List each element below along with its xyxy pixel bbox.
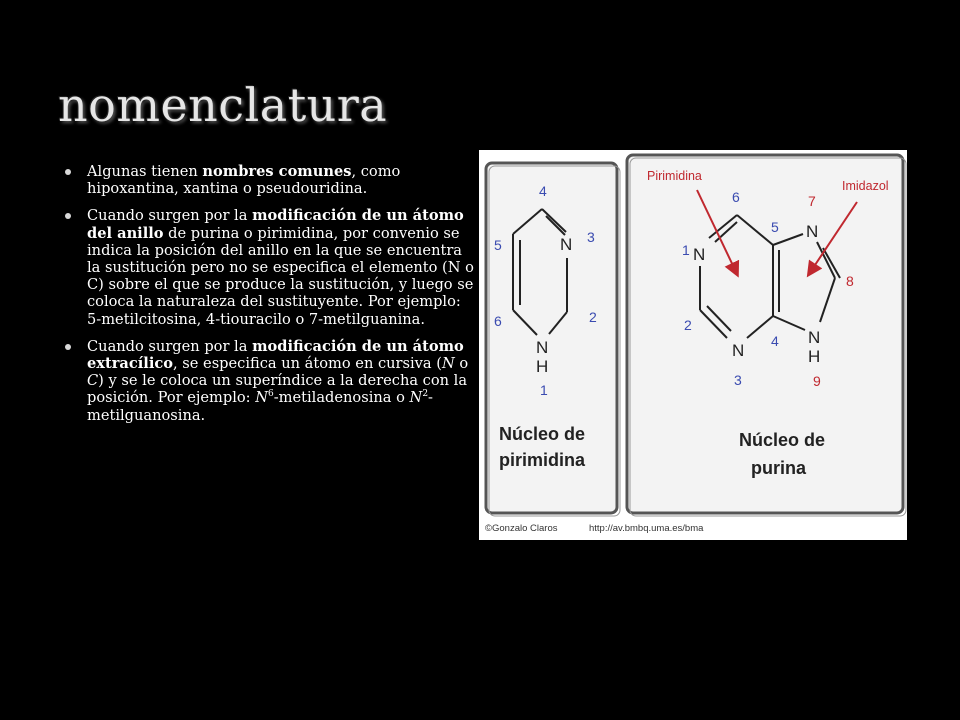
purine-num-7: 7 xyxy=(808,193,816,209)
bullet-list xyxy=(62,163,474,434)
pyrimidine-atom-h: H xyxy=(536,357,549,376)
label-pirimidina: Pirimidina xyxy=(647,169,702,183)
bullet-item: Algunas tienen nombres comunes, como hipoxantina, xantina o pseudouridina. xyxy=(62,163,474,197)
pyrimidine-num-2: 2 xyxy=(589,309,597,325)
purine-atom-n3: N xyxy=(732,341,745,360)
purine-num-5: 5 xyxy=(771,219,779,235)
figure-credit: ©Gonzalo Claros xyxy=(485,523,558,534)
purine-panel xyxy=(627,155,906,516)
bullet-item: Cuando surgen por la modificación de un átomo extracílico, se especifica un átomo en cursiva (N o C) y se le coloca un superíndice a la derecha con la posición. Por ejemplo: $N^6$-metiladenosina o $N^2$-metilguanosina. xyxy=(62,338,474,424)
bullet-dot-icon xyxy=(65,344,71,350)
pyrimidine-panel xyxy=(486,163,620,516)
purine-num-4: 4 xyxy=(771,333,779,349)
purine-atom-n7: N xyxy=(806,222,819,241)
purine-caption-line2: purina xyxy=(751,458,807,478)
bullet-dot-icon xyxy=(65,169,71,175)
pyrimidine-atom-n1: N xyxy=(536,338,549,357)
purine-num-6: 6 xyxy=(732,189,740,205)
slide-title: nomenclatura xyxy=(58,78,388,132)
figure-url: http://av.bmbq.uma.es/bma xyxy=(589,523,704,534)
nucleus-figure xyxy=(479,150,907,540)
purine-num-2: 2 xyxy=(684,317,692,333)
purine-num-1: 1 xyxy=(682,242,690,258)
bullet-dot-icon xyxy=(65,213,71,219)
pyrimidine-num-4: 4 xyxy=(539,183,547,199)
purine-num-3: 3 xyxy=(734,372,742,388)
pyrimidine-caption-line1: Núcleo de xyxy=(499,424,586,444)
purine-caption-line1: Núcleo de xyxy=(739,430,826,450)
pyrimidine-num-5: 5 xyxy=(494,237,502,253)
nucleus-diagram xyxy=(479,150,907,540)
purine-atom-n1: N xyxy=(693,245,706,264)
purine-atom-n9: N xyxy=(808,328,821,347)
pyrimidine-atom-n3: N xyxy=(560,235,573,254)
bullet-item: Cuando surgen por la modificación de un átomo del anillo de purina o pirimidina, por convenio se indica la posición del anillo en la que se encuentra la sustitución pero no se especifica el elemento (N o C) sobre el que se produce la sustitución, y luego se coloca la naturaleza del sustituyente. Por ejemplo: 5-metilcitosina, 4-tiouracilo o 7-metilguanina. xyxy=(62,207,474,327)
pyrimidine-caption-line2: pirimidina xyxy=(499,450,586,470)
pyrimidine-num-1: 1 xyxy=(540,382,548,398)
purine-num-9: 9 xyxy=(813,373,821,389)
pyrimidine-num-6: 6 xyxy=(494,313,502,329)
pyrimidine-num-3: 3 xyxy=(587,229,595,245)
purine-atom-h: H xyxy=(808,347,821,366)
purine-num-8: 8 xyxy=(846,273,854,289)
label-imidazol: Imidazol xyxy=(842,179,889,193)
